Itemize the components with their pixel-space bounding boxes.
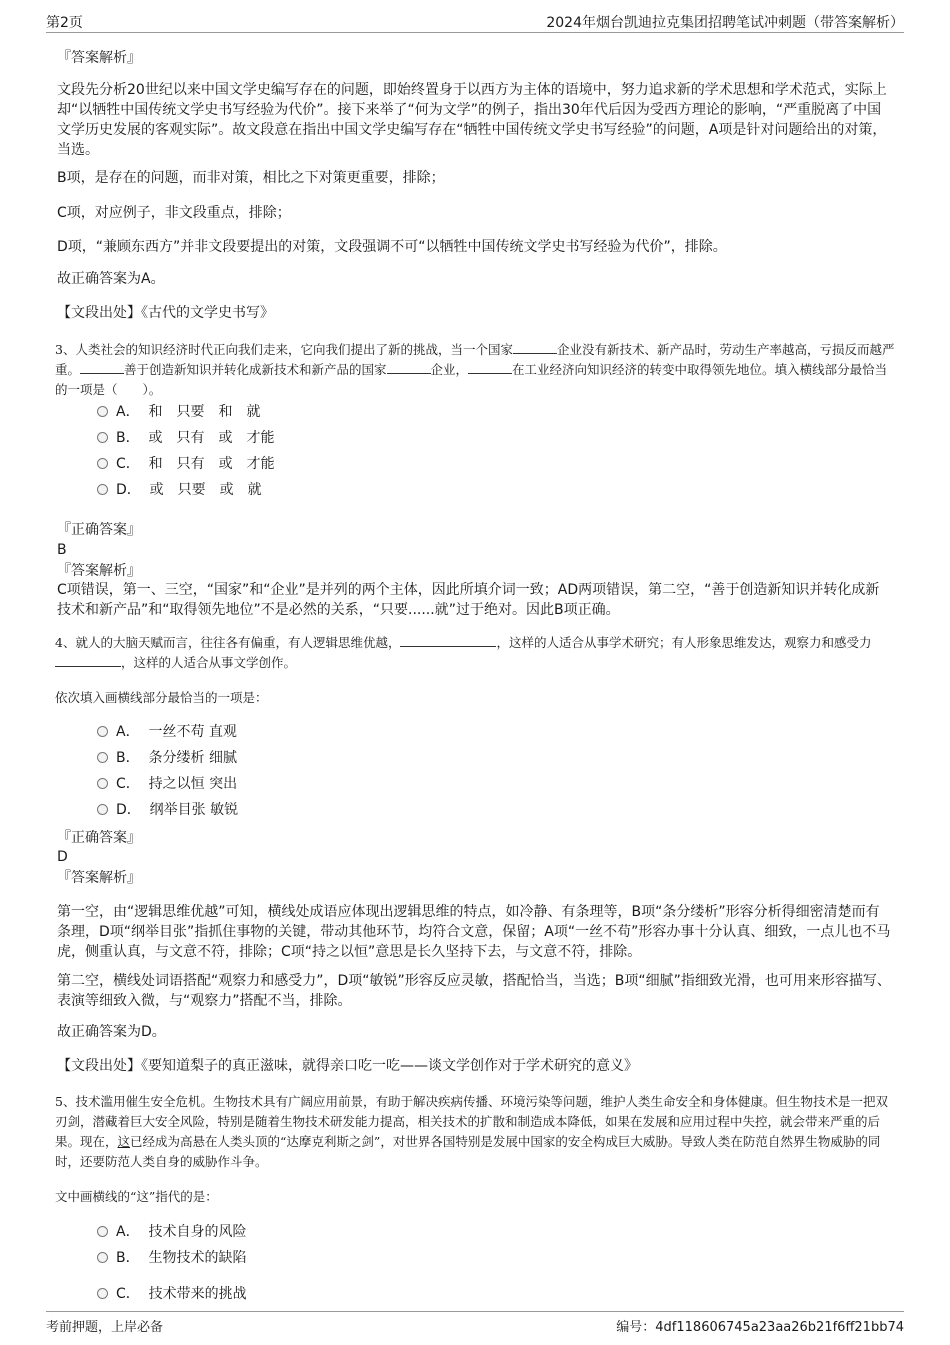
q4-answer: D bbox=[57, 849, 68, 865]
q2-analysis-label: 『答案解析』 bbox=[57, 50, 141, 66]
document-title: 2024年烟台凯迪拉克集团招聘笔试冲刺题（带答案解析） bbox=[546, 15, 904, 31]
q4-correct-label: 『正确答案』 bbox=[57, 830, 141, 846]
q4-instruction: 依次填入画横线部分最恰当的一项是： bbox=[55, 690, 268, 705]
q3-option-b[interactable]: B． 或 只有 或 才能 bbox=[97, 428, 275, 448]
q3-analysis-label: 『答案解析』 bbox=[57, 563, 141, 579]
q2-analysis-p4: D项，“兼顾东西方”并非文段要提出的对策，文段强调不可“以牺牲中国传统文学史书写经验为代价”，排除。 bbox=[57, 239, 727, 255]
q2-analysis-p1: 文段先分析20世纪以来中国文学史编写存在的问题，即始终置身于以西方为主体的语境中，努力追求新的学术思想和学术范式，实际上却“以牺牲中国传统文学史书写经验为代价”。接下来举了“何为文学”的例子，指出30年代后因为受西方理论的影响，“严重脱离了中国文学历史发展的客观实际”。故文段意在指出中国文学史编写存在“牺牲中国传统文学史书写经验”的问题，A项是针对问题给出的对策，当选。 bbox=[57, 82, 887, 158]
radio-icon[interactable] bbox=[97, 804, 108, 815]
radio-icon[interactable] bbox=[97, 1252, 108, 1263]
radio-icon[interactable] bbox=[97, 406, 108, 417]
q5-option-b[interactable]: B． 生物技术的缺陷 bbox=[97, 1248, 247, 1268]
q4-option-c[interactable]: C． 持之以恒 突出 bbox=[97, 774, 237, 794]
radio-icon[interactable] bbox=[97, 458, 108, 469]
q4-analysis-p1: 第一空，由“逻辑思维优越”可知，横线处成语应体现出逻辑思维的特点，如冷静、有条理等，B项“条分缕析”形容分析得细密清楚而有条理，D项“纲举目张”指抓住事物的关键，带动其他环节，均符合文意，保留；A项“一丝不苟”形容办事十分认真、细致，一点儿也不马虎，侧重认真，与文意不符，排除；C项“持之以恒”意思是长久坚持下去，与文意不符，排除。 bbox=[57, 904, 891, 960]
footer-slogan: 考前押题，上岸必备 bbox=[46, 1320, 164, 1335]
q5-option-c[interactable]: C． 技术带来的挑战 bbox=[97, 1284, 247, 1304]
q3-option-d[interactable]: D． 或 只要 或 就 bbox=[97, 480, 262, 500]
page-number: 第2页 bbox=[46, 15, 83, 31]
q4-analysis-label: 『答案解析』 bbox=[57, 870, 141, 886]
q3-correct-label: 『正确答案』 bbox=[57, 522, 141, 538]
q2-analysis-p2: B项，是存在的问题，而非对策，相比之下对策更重要，排除； bbox=[57, 170, 445, 186]
q3-option-a[interactable]: A． 和 只要 和 就 bbox=[97, 402, 260, 422]
radio-icon[interactable] bbox=[97, 752, 108, 763]
q5-instruction: 文中画横线的“这”指代的是： bbox=[55, 1189, 218, 1204]
q5-option-a[interactable]: A． 技术自身的风险 bbox=[97, 1222, 246, 1242]
radio-icon[interactable] bbox=[97, 726, 108, 737]
q5-stem: 5、技术滥用催生安全危机。生物技术具有广阔应用前景，有助于解决疾病传播、环境污染等问题，维护人类生命安全和身体健康。但生物技术是一把双刃剑，潜藏着巨大安全风险，特别是随着生物技术研发能力提高，相关技术的扩散和制造成本降低，如果在发展和应用过程中失控，就会带来严重的后果。现在，这已经成为高悬在人类头顶的“达摩克利斯之剑”，对世界各国特别是发展中国家的安全构成巨大威胁。导致人类在防范自然界生物威胁的同时，还要防范人类自身的威胁作斗争。 bbox=[55, 1094, 888, 1169]
q4-option-b[interactable]: B． 条分缕析 细腻 bbox=[97, 748, 237, 768]
q4-analysis-p2: 第二空，横线处词语搭配“观察力和感受力”，D项“敏锐”形容反应灵敏，搭配恰当，当选；B项“细腻”指细致光滑，也可用来形容描写、表演等细致入微，与“观察力”搭配不当，排除。 bbox=[57, 973, 891, 1009]
page-footer bbox=[46, 1311, 904, 1336]
radio-icon[interactable] bbox=[97, 432, 108, 443]
radio-icon[interactable] bbox=[97, 778, 108, 789]
q3-option-c[interactable]: C． 和 只有 或 才能 bbox=[97, 454, 275, 474]
footer-serial: 编号：4df118606745a23aa26b21f6ff21bb74 bbox=[616, 1320, 904, 1335]
q2-source: 【文段出处】《古代的文学史书写》 bbox=[57, 305, 274, 321]
q3-stem: 3、人类社会的知识经济时代正向我们走来，它向我们提出了新的挑战，当一个国家 企业没有新技术、新产品时，劳动生产率越高，亏损反而越严重。 善于创造新知识并转化成新技术和新产品的国家 企业， 在工业经济向知识经济的转变中取得领先地位。填入横线部分最恰当的一项是（ ）。 bbox=[55, 342, 895, 397]
q4-option-d[interactable]: D． 纲举目张 敏锐 bbox=[97, 800, 238, 820]
q3-answer: B bbox=[57, 542, 67, 558]
q4-answer-line: 故正确答案为D。 bbox=[57, 1024, 166, 1040]
q2-analysis-p3: C项，对应例子，非文段重点，排除； bbox=[57, 205, 291, 221]
q2-answer-line: 故正确答案为A。 bbox=[57, 271, 165, 287]
q3-analysis: C项错误，第一、三空，“国家”和“企业”是并列的两个主体，因此所填介词一致；AD两项错误，第二空，“善于创造新知识并转化成新技术和新产品”和“取得领先地位”不是必然的关系，“只要......就”过于绝对。因此B项正确。 bbox=[57, 582, 880, 618]
page-header bbox=[46, 12, 904, 33]
underlined-word: 这 bbox=[117, 1134, 131, 1149]
q4-stem: 4、就人的大脑天赋而言，往往各有偏重，有人逻辑思维优越， ，这样的人适合从事学术研究；有人形象思维发达，观察力和感受力，这样的人适合从事文学创作。 bbox=[55, 635, 872, 670]
radio-icon[interactable] bbox=[97, 1226, 108, 1237]
radio-icon[interactable] bbox=[97, 484, 108, 495]
radio-icon[interactable] bbox=[97, 1288, 108, 1299]
q4-option-a[interactable]: A． 一丝不苟 直观 bbox=[97, 722, 237, 742]
q4-source: 【文段出处】《要知道梨子的真正滋味，就得亲口吃一吃——谈文学创作对于学术研究的意义》 bbox=[57, 1058, 638, 1074]
